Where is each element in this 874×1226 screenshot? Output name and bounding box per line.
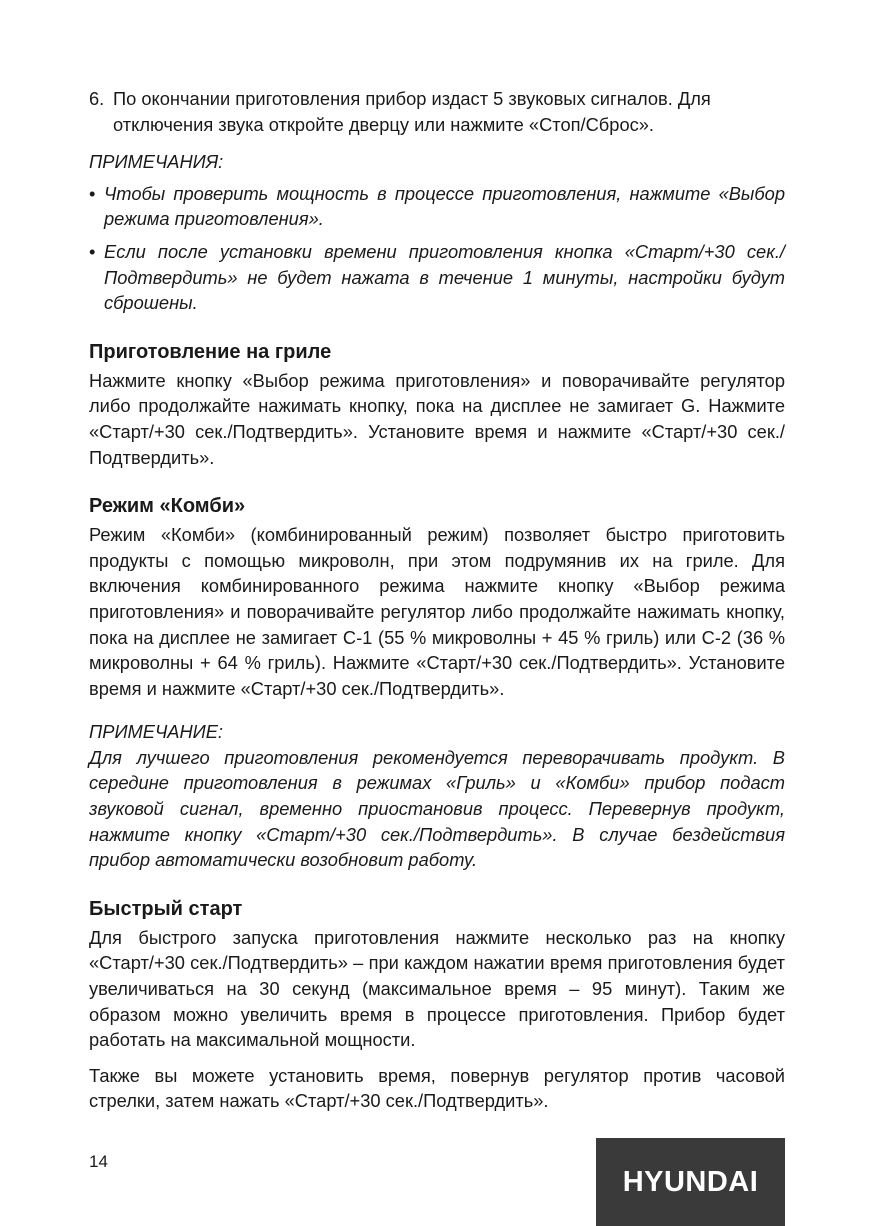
section-text-quickstart-2: Также вы можете установить время, повернув регулятор против часовой стрелки, затем нажать «Старт/+30 сек./Подтвердить». <box>89 1064 785 1112</box>
note-title: ПРИМЕЧАНИЕ: <box>89 721 223 743</box>
bullet-icon: • <box>89 182 96 204</box>
page-number: 14 <box>89 1152 108 1171</box>
list-item <box>89 181 785 232</box>
notes-title: ПРИМЕЧАНИЯ: <box>89 151 224 173</box>
section-heading-quickstart: Быстрый старт <box>89 897 243 920</box>
step-number: 6. <box>89 88 105 109</box>
brand-logo <box>596 1138 785 1226</box>
note-text: Для лучшего приготовления рекомендуется переворачивать продукт. В середине приготовления в режимах «Гриль» и «Комби» прибор подаст звуковой сигнал, временно приостановив процесс. Перевернув продукт, нажмите кнопку «Старт/+30 сек./Подтвердить». В случае бездействия прибор автоматически возобновит работу. <box>89 746 785 871</box>
brand-logo-text: HYUNDAI <box>622 1165 759 1198</box>
note-text: Если после установки времени приготовления кнопка «Старт/+30 сек./Подтвердить» не будет нажата в течение 1 минуты, настройки будут сброшены. <box>104 240 785 314</box>
step-text: По окончании приготовления прибор издаст 5 звуковых сигналов. Для отключения звука откройте дверцу или нажмите «Стоп/Сброс». <box>113 88 711 135</box>
notes-list <box>89 181 785 316</box>
section-text-quickstart-1: Для быстрого запуска приготовления нажмите несколько раз на кнопку «Старт/+30 сек./Подтвердить» – при каждом нажатии время приготовления будет увеличиваться на 30 секунд (максимальное время – 95 минут). Таким же образом можно увеличить время в процессе приготовления. Прибор будет работать на максимальной мощности. <box>89 926 785 1051</box>
manual-page-content <box>89 86 785 1114</box>
bullet-icon: • <box>89 240 96 262</box>
note-text: Чтобы проверить мощность в процессе приготовления, нажмите «Выбор режима приготовления». <box>104 182 785 230</box>
section-heading-grill: Приготовление на гриле <box>89 340 332 363</box>
section-text-grill: Нажмите кнопку «Выбор режима приготовления» и поворачивайте регулятор либо продолжайте нажимать кнопку, пока на дисплее не замигает G. Нажмите «Старт/+30 сек./Подтвердить». Установите время и нажмите «Старт/+30 сек./Подтвердить». <box>89 369 785 468</box>
list-item <box>89 239 785 316</box>
section-heading-combi: Режим «Комби» <box>89 495 246 518</box>
step-6 <box>89 86 785 137</box>
section-text-combi: Режим «Комби» (комбинированный режим) позволяет быстро приготовить продукты с помощью микроволн, при этом подрумянив их на гриле. Для включения комбинированного режима нажмите кнопку «Выбор режима приготовления» и поворачивайте регулятор либо продолжайте нажимать кнопку, пока на дисплее не замигает С-1 (55 % микроволны + 45 % гриль) или С-2 (36 % микроволны + 64 % гриль). Нажмите «Старт/+30 сек./Подтвердить». Установите время и нажмите «Старт/+30 сек./Подтвердить». <box>89 524 785 699</box>
